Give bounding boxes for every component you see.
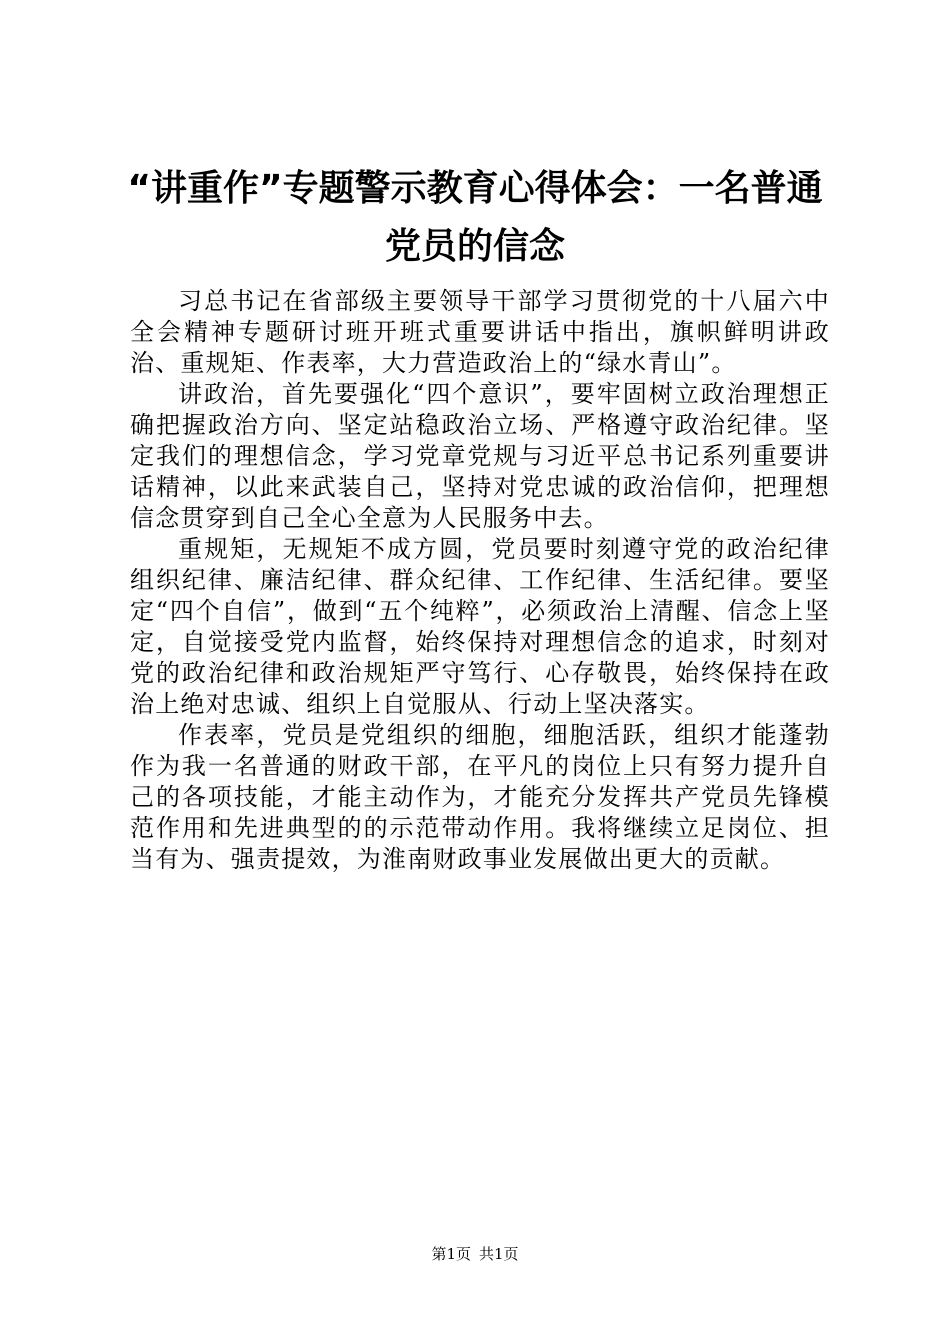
paragraph-example: 作表率，党员是党组织的细胞，细胞活跃，组织才能蓬勃作为我一名普通的财政干部，在平凡的岗位上只有努力提升自己的各项技能，才能主动作为，才能充分发挥共产党员先锋模范作用和先进典型的的示范带动作用。我将继续立足岗位、担当有为、强责提效，为淮南财政事业发展做出更大的贡献。 <box>130 721 830 873</box>
document-body <box>130 286 830 875</box>
page-footer <box>0 1244 950 1264</box>
page-number: 第1页 <box>431 1245 471 1263</box>
title-line-2: 党员的信念 <box>384 226 565 267</box>
paragraph-rules: 重规矩，无规矩不成方圆，党员要时刻遵守党的政治纪律组织纪律、廉洁纪律、群众纪律、工作纪律、生活纪律。要坚定“四个自信”，做到“五个纯粹”，必须政治上清醒、信念上坚定，自觉接受党内监督，始终保持对理想信念的追求，时刻对党的政治纪律和政治规矩严守笃行、心存敬畏，始终保持在政治上绝对忠诚、组织上自觉服从、行动上坚决落实。 <box>130 535 830 718</box>
page-total: 共1页 <box>479 1245 519 1263</box>
title-line-1: “讲重作”专题警示教育心得体会：一名普通 <box>127 168 823 209</box>
paragraph-intro: 习总书记在省部级主要领导干部学习贯彻党的十八届六中全会精神专题研讨班开班式重要讲话中指出，旗帜鲜明讲政治、重规矩、作表率，大力营造政治上的“绿水青山”。 <box>130 287 830 377</box>
document-title <box>100 160 850 276</box>
paragraph-politics: 讲政治，首先要强化“四个意识”，要牢固树立政治理想正确把握政治方向、坚定站稳政治立场、严格遵守政治纪律。坚定我们的理想信念，学习党章党规与习近平总书记系列重要讲话精神，以此来武装自己，坚持对党忠诚的政治信仰，把理想信念贯穿到自己全心全意为人民服务中去。 <box>130 380 830 532</box>
